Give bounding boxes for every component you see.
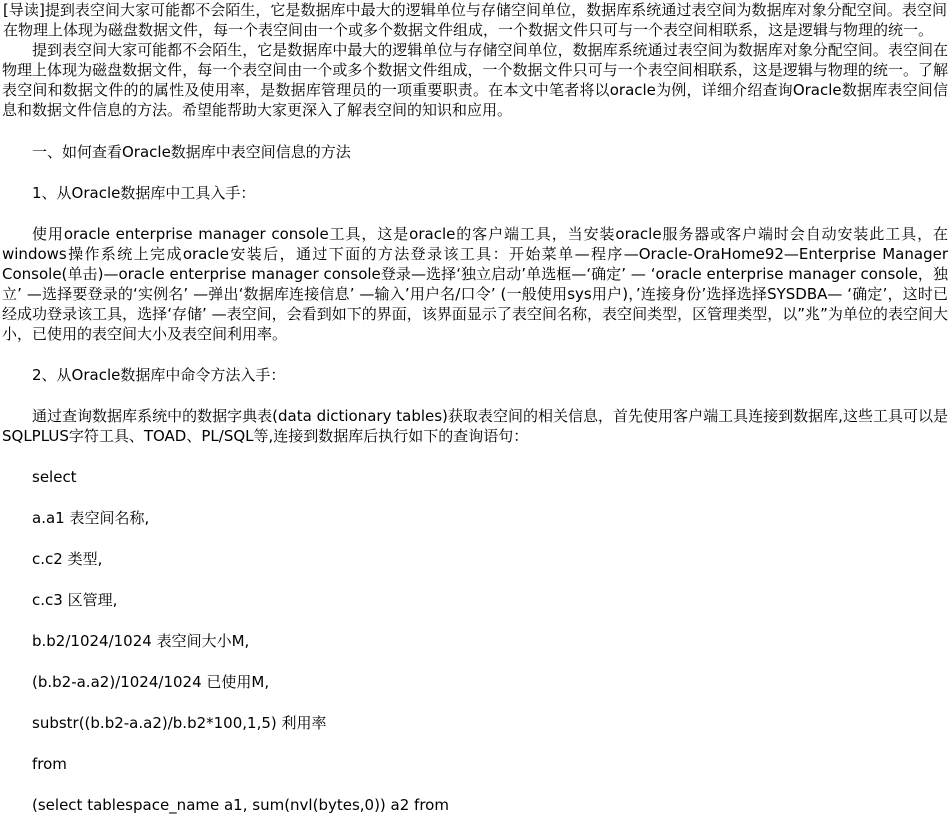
subsection-body-2: 通过查询数据库系统中的数据字典表(data dictionary tables)获取表空间的相关信息，首先使用客户端工具连接到数据库,这些工具可以是SQLPLUS字符工具、TOAD、PL/SQL等,连接到数据库后执行如下的查询语句： [2, 407, 948, 445]
subsection-heading-1: 1、从Oracle数据库中工具入手： [32, 184, 256, 202]
code-line: (select tablespace_name a1, sum(nvl(bytes,0)) a2 from [32, 796, 449, 814]
code-line: c.c3 区管理, [32, 591, 118, 609]
section-heading: 一、如何查看Oracle数据库中表空间信息的方法 [32, 143, 351, 161]
article-lead: [导读]提到表空间大家可能都不会陌生，它是数据库中最大的逻辑单位与存储空间单位，数据库系统通过表空间为数据库对象分配空间。表空间在物理上体现为磁盘数据文件，每一个表空间由一个或多个数据文件组成，一个数据文件只可与一个表空间相联系，这是逻辑与物理的统一。 [3, 1, 947, 39]
subsection-body-1: 使用oracle enterprise manager console工具，这是oracle的客户端工具，当安装oracle服务器或客户端时会自动安装此工具，在windows操作系统上完成oracle安装后，通过下面的方法登录该工具：开始菜单—程序—Oracle-OraHome92—Enterprise Manager Console(单击)—oracle enterprise manager console登录—选择‘独立启动’单选框—‘确定’ — ‘oracle enterprise manager console，独立’ —选择要登录的‘实例名’ —弹出‘数据库连接信息’ —输入’用户名/口令’ (一般使用sys用户)，’连接身份’选择选择SYSDBA— ‘确定’，这时已经成功登录该工具，选择‘存储’ —表空间，会看到如下的界面，该界面显示了表空间名称，表空间类型，区管理类型，以”兆”为单位的表空间大小，已使用的表空间大小及表空间利用率。 [2, 225, 948, 343]
code-line: b.b2/1024/1024 表空间大小M, [32, 632, 250, 650]
article-intro: 提到表空间大家可能都不会陌生，它是数据库中最大的逻辑单位与存储空间单位，数据库系统通过表空间为数据库对象分配空间。表空间在物理上体现为磁盘数据文件，每一个表空间由一个或多个数据文件组成，一个数据文件只可与一个表空间相联系，这是逻辑与物理的统一。了解表空间和数据文件的的属性及使用率，是数据库管理员的一项重要职责。在本文中笔者将以oracle为例，详细介绍查询Oracle数据库表空间信息和数据文件信息的方法。希望能帮助大家更深入了解表空间的知识和应用。 [2, 41, 948, 119]
code-line: a.a1 表空间名称, [32, 509, 150, 527]
subsection-heading-2: 2、从Oracle数据库中命令方法入手： [32, 366, 286, 384]
code-line: c.c2 类型, [32, 550, 103, 568]
sql-code-block [0, 467, 950, 815]
code-line: select [32, 468, 77, 486]
code-line: (b.b2-a.a2)/1024/1024 已使用M, [32, 673, 270, 691]
code-line: substr((b.b2-a.a2)/b.b2*100,1,5) 利用率 [32, 714, 327, 732]
code-line: from [32, 755, 67, 773]
